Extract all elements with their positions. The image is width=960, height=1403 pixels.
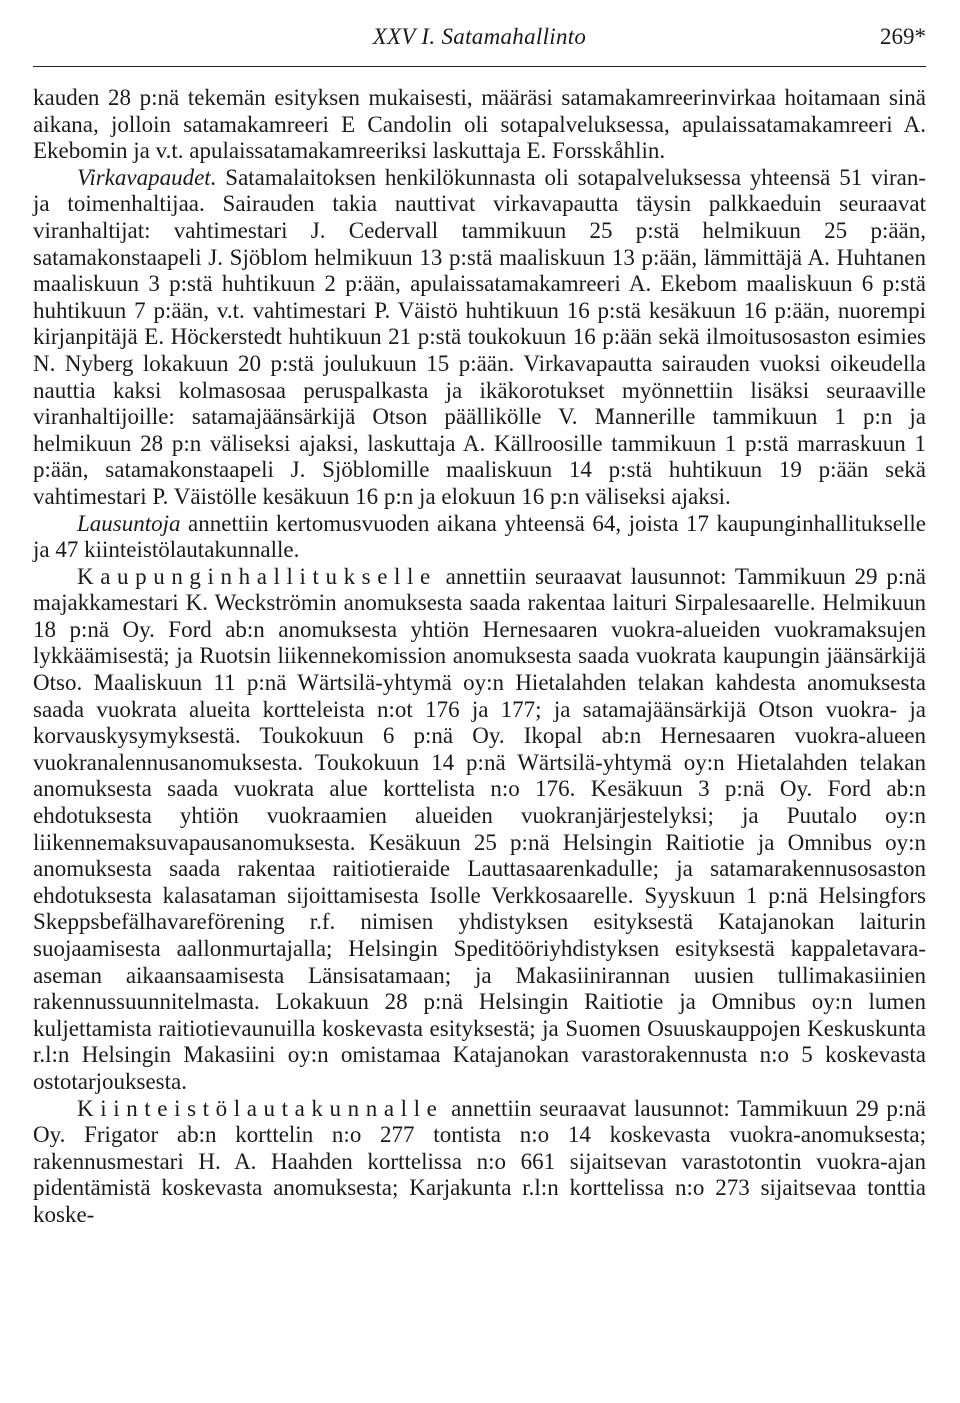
paragraph-continuation (33, 85, 926, 165)
paragraph-text: annettiin kertomusvuoden aikana yhteensä 64, joista 17 kaupunginhallitukselle ja 47 kiinteistölautakunnalle. (33, 510, 926, 563)
header-rule (33, 66, 926, 67)
section-lead-lausuntoja: Lausuntoja (77, 510, 181, 536)
paragraph-lausuntoja (33, 511, 926, 564)
paragraph-kiinteistolautakunnalle (33, 1096, 926, 1229)
paragraph-text: annettiin seuraavat lausunnot: Tammikuun 29 p:nä Oy. Frigator ab:n korttelin n:o 277 tontista n:o 14 koskevasta vuokra-anomuksesta; rakennusmestari H. A. Haahden korttelissa n:o 661 sijaitsevan varastotontin vuokra-ajan pidentämistä koskevasta anomuksesta; Karjakunta r.l:n korttelissa n:o 273 sijaitsevaa tonttia koske- (33, 1095, 926, 1227)
paragraph-virkavapaudet (33, 165, 926, 511)
page-number: 269* (880, 24, 926, 49)
document-page (33, 18, 926, 1229)
section-lead-kiinteistolautakunnalle: Kiinteistölautakunnalle (77, 1095, 444, 1121)
body-text (33, 85, 926, 1229)
paragraph-text: kauden 28 p:nä tekemän esityksen mukaisesti, määräsi satamakamreerinvirkaa hoitamaan sinä aikana, jolloin satamakamreeri E Candolin oli sotapalveluksessa, apulaissatamakamreeri A. Ekebomin ja v.t. apulaissatamakamreeriksi laskuttaja E. Forsskåhlin. (33, 85, 926, 164)
section-lead-virkavapaudet: Virkavapaudet. (77, 164, 217, 190)
chapter-title: XXV I. Satamahallinto (372, 24, 587, 49)
paragraph-kaupunginhallitukselle (33, 564, 926, 1096)
paragraph-text: Satamalaitoksen henkilökunnasta oli sotapalveluksessa yhteensä 51 viran- ja toimenhaltijaa. Sairauden takia nauttivat virkavapautta täysin palkkaeduin seuraavat viranhaltijat: vahtimestari J. Cedervall tammikuun 25 p:stä helmikuun 25 p:ään, satamakonstaapeli J. Sjöblom helmikuun 13 p:stä maaliskuun 13 p:ään, lämmittäjä A. Huhtanen maaliskuun 3 p:stä huhtikuun 2 p:ään, apulaissatamakamreeri A. Ekebom maaliskuun 6 p:stä huhtikuun 7 p:ään, v.t. vahtimestari P. Väistö huhtikuun 16 p:stä kesäkuun 16 p:ään, nuorempi kirjanpitäjä E. Höckerstedt huhtikuun 21 p:stä toukokuun 16 p:ään sekä ilmoitusosaston esimies N. Nyberg lokakuun 20 p:stä joulukuun 15 p:ään. Virkavapautta sairauden vuoksi oikeudella nauttia kaksi kolmasosaa peruspalkasta ja ikäkorotukset myönnettiin lisäksi seuraaville viranhaltijoille: satamajäänsärkijä Otson päällikölle V. Mannerille tammikuun 1 p:n ja helmikuun 28 p:n väliseksi ajaksi, laskuttaja A. Källroosille tammikuun 1 p:stä marraskuun 1 p:ään, satamakonstaapeli J. Sjöblomille maaliskuun 14 p:stä huhtikuun 19 p:ään sekä vahtimestari P. Väistölle kesäkuun 16 p:n ja elokuun 16 p:n väliseksi ajaksi. (33, 164, 926, 509)
running-header (33, 18, 926, 56)
paragraph-text: annettiin seuraavat lausunnot: Tammikuun 29 p:nä majakkamestari K. Weckströmin anomuksesta saada rakentaa laituri Sirpalesaarelle. Helmikuun 18 p:nä Oy. Ford ab:n anomuksesta yhtiön Hernesaaren vuokra-alueiden vuokramaksujen lykkäämisestä; ja Ruotsin liikennekomission anomuksesta saada vuokrata kaupungin jäänsärkijä Otso. Maaliskuun 11 p:nä Wärtsilä-yhtymä oy:n Hietalahden telakan kahdesta anomuksesta saada vuokrata alueita kortteleista n:ot 176 ja 177; ja satamajäänsärkijä Otson vuokra- ja korvauskysymyksestä. Toukokuun 6 p:nä Oy. Ikopal ab:n Hernesaaren vuokra-alueen vuokranalennusanomuksesta. Toukokuun 14 p:nä Wärtsilä-yhtymä oy:n Hietalahden telakan anomuksesta saada vuokrata alue korttelista n:o 176. Kesäkuun 3 p:nä Oy. Ford ab:n ehdotuksesta yhtiön vuokraamien alueiden vuokranjärjestelyksi; ja Puutalo oy:n liikennemaksuvapausanomuksesta. Kesäkuun 25 p:nä Helsingin Raitiotie ja Omnibus oy:n anomuksesta saada rakentaa raitiotieraide Lauttasaarenkadulle; ja satamarakennusosaston ehdotuksesta kalasataman sijoittamisesta Isolle Verkkosaarelle. Syyskuun 1 p:nä Helsingfors Skeppsbefälhavareförening r.f. nimisen yhdistyksen esityksestä Katajanokan laiturin suojaamisesta aallonmurtajalla; Helsingin Speditööriyhdistyksen esityksestä kappaletavara-aseman aikaansaamisesta Länsisatamaan; ja Makasiinirannan uusien tullimakasiinien rakennussuunnitelmasta. Lokakuun 28 p:nä Helsingin Raitiotie ja Omnibus oy:n lumen kuljettamista raitiotievaunuilla koskevasta esityksestä; ja Suomen Osuuskauppojen Keskuskunta r.l:n Helsingin Makasiini oy:n omistamaa Katajanokan varastorakennusta n:o 5 koskevasta ostotarjouksesta. (33, 563, 926, 1094)
section-lead-kaupunginhallitukselle: Kaupunginhallitukselle (77, 563, 437, 589)
